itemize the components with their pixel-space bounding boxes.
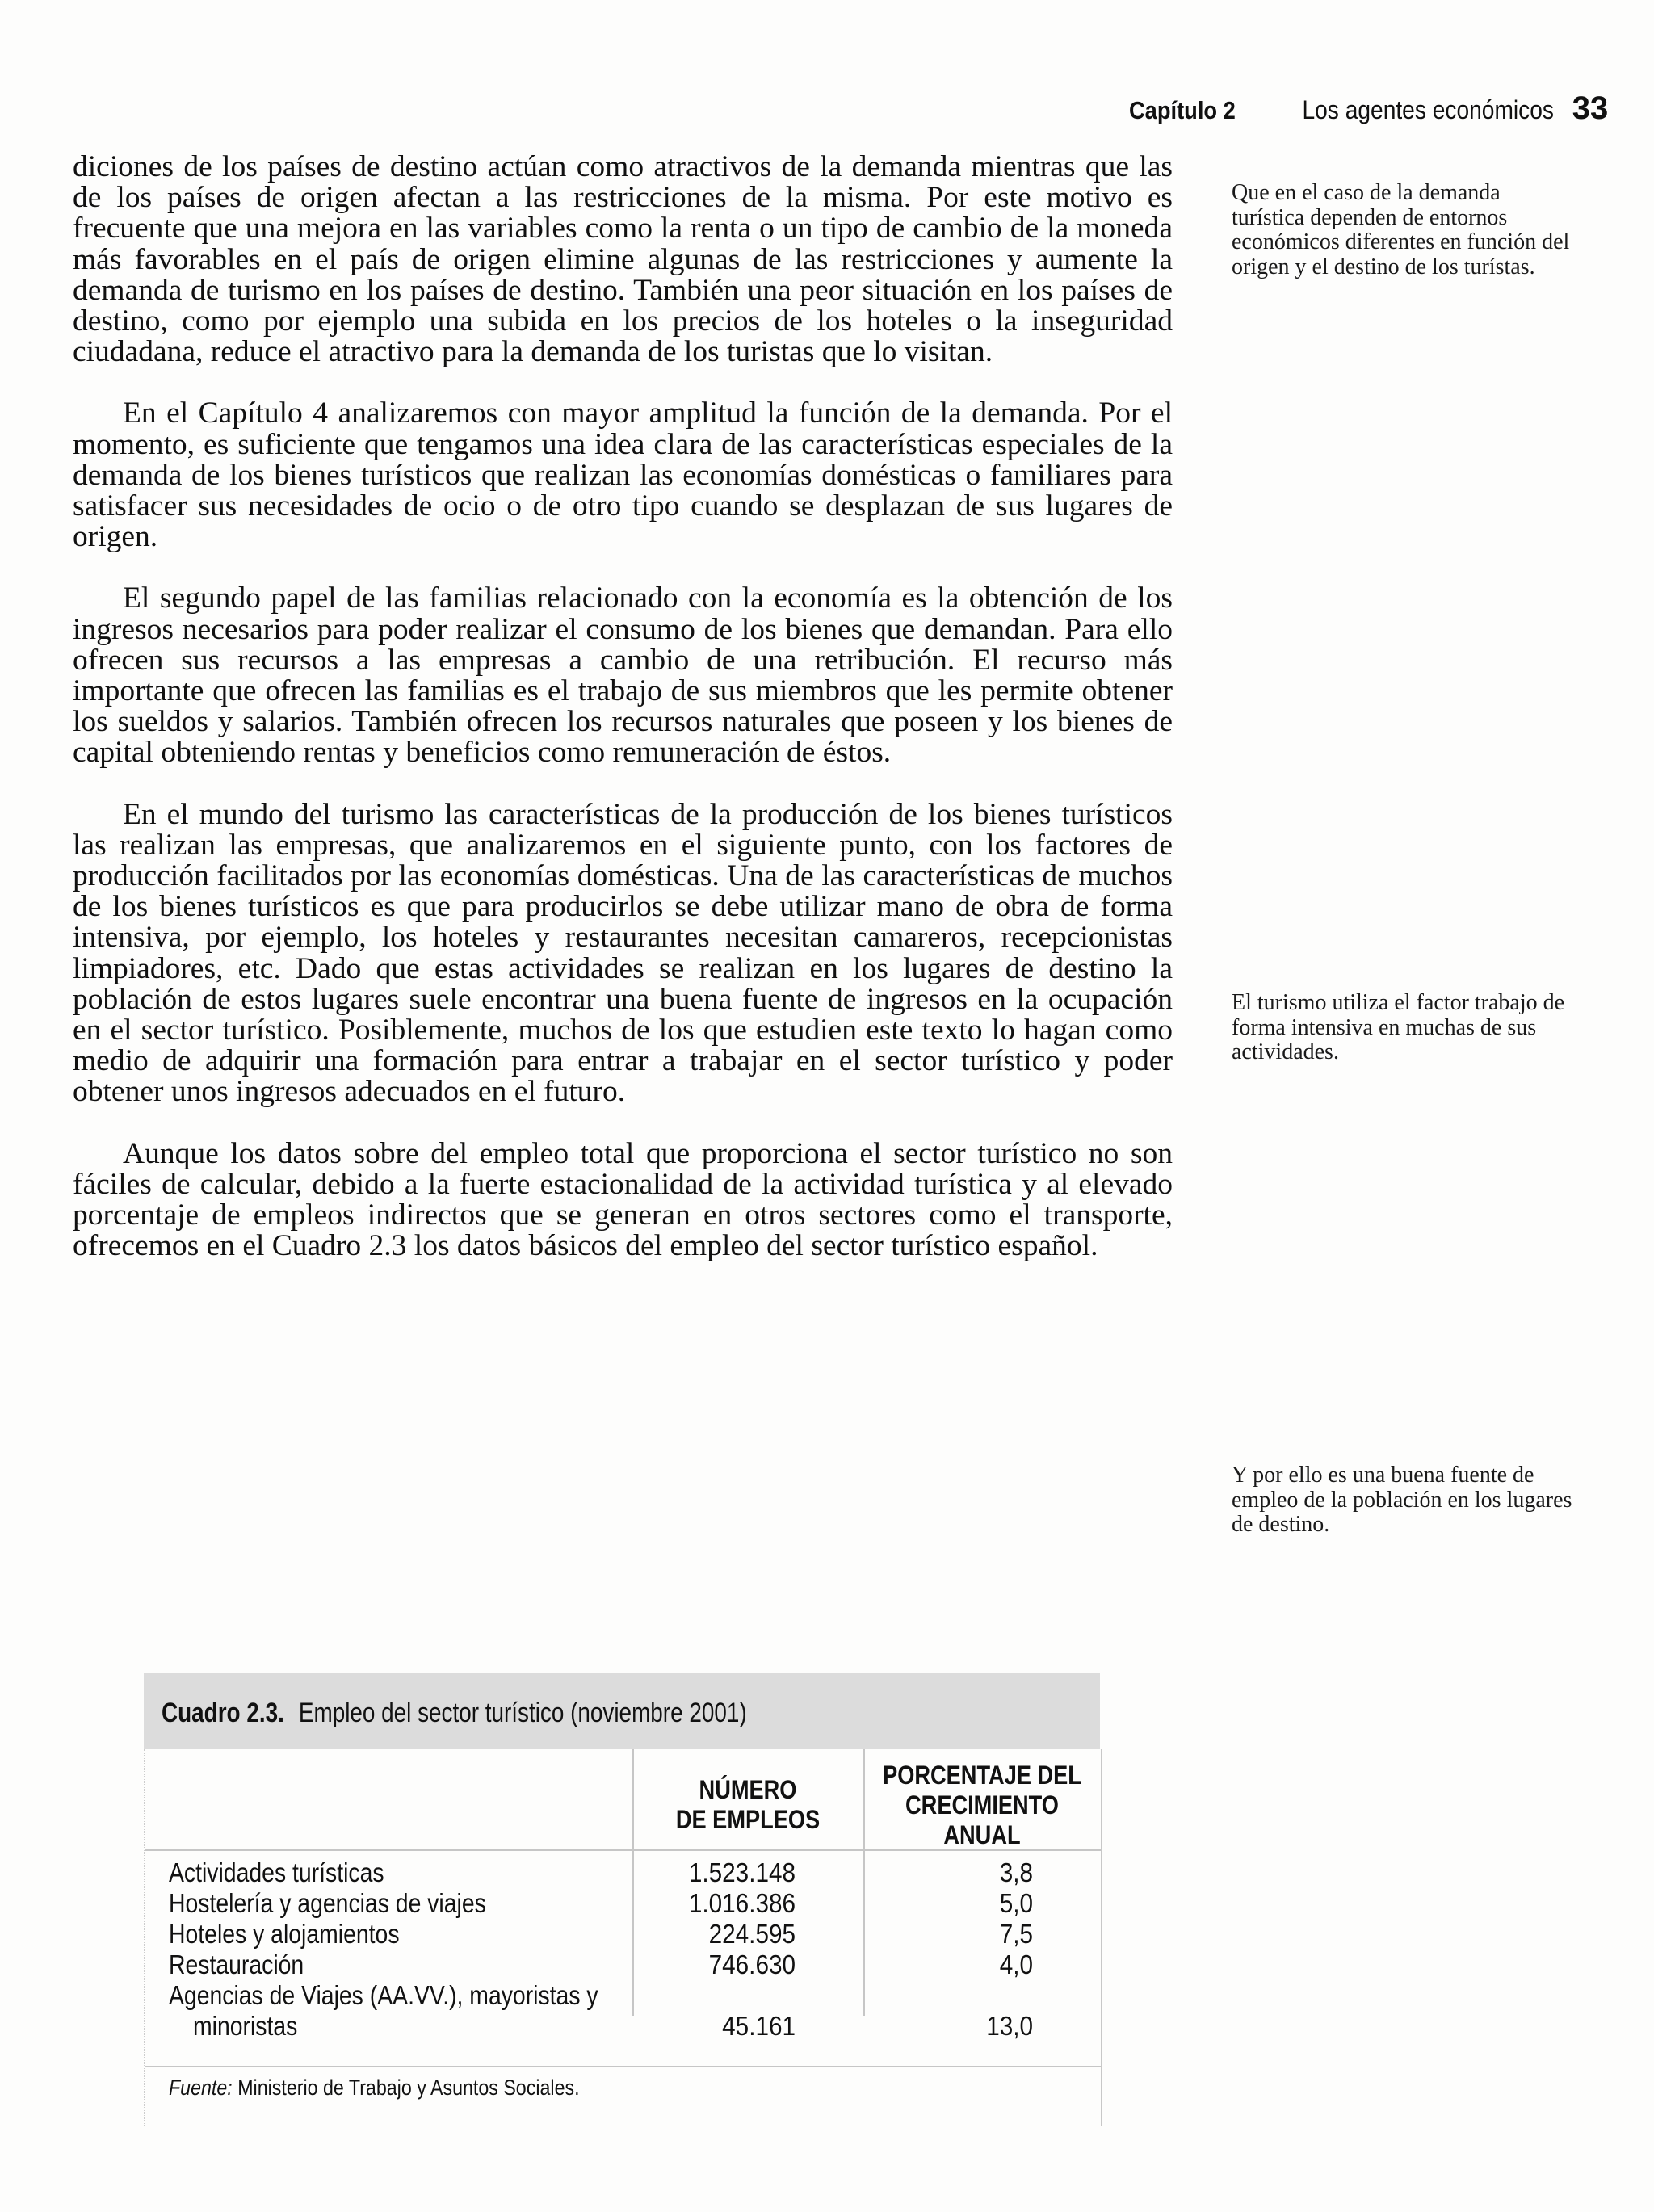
column-header-employees: NÚMERO DE EMPLEOS [675, 1775, 821, 1834]
row-growth: 3,8 [999, 1857, 1033, 1887]
row-label: Actividades turísticas [169, 1857, 384, 1887]
table-label: Cuadro 2.3. [162, 1698, 284, 1728]
row-employees: 746.630 [708, 1950, 796, 1979]
row-label: Hoteles y alojamientos [169, 1919, 400, 1949]
table-caption-bar [144, 1673, 1100, 1749]
column-divider [863, 1749, 865, 2016]
column-divider [632, 1749, 634, 2016]
table-caption [162, 1698, 747, 1729]
row-growth: 5,0 [999, 1888, 1033, 1918]
row-employees: 1.523.148 [688, 1857, 796, 1887]
row-growth: 7,5 [999, 1919, 1033, 1949]
row-label: Hostelería y agencias de viajes [169, 1888, 486, 1918]
footer-divider [145, 2066, 1101, 2067]
source-label: Fuente: [169, 2076, 233, 2100]
row-label: Restauración [169, 1950, 304, 1979]
margin-note: Y por ello es una buena fuente de empleo de la población en los lugares de destino. [1232, 1463, 1572, 1537]
row-employees: 224.595 [708, 1919, 796, 1949]
page-number: 33 [1572, 90, 1609, 126]
chapter-title: Los agentes económicos [1302, 95, 1555, 124]
source-text: Ministerio de Trabajo y Asuntos Sociales. [237, 2076, 580, 2100]
table-title: Empleo del sector turístico (noviembre 2001) [298, 1698, 747, 1728]
margin-note: Que en el caso de la demanda turística dependen de entornos económicos diferentes en función del origen y el destino de los turístas. [1232, 180, 1570, 279]
row-label: Agencias de Viajes (AA.VV.), mayoristas y [169, 1980, 598, 2010]
table-source [169, 2076, 580, 2101]
row-growth: 4,0 [999, 1950, 1033, 1979]
chapter-label: Capítulo 2 [1128, 96, 1236, 124]
data-table [144, 1673, 1100, 2126]
row-label-continued: minoristas [193, 2011, 298, 2041]
paragraph: Aunque los datos sobre del empleo total que proporciona el sector turístico no son fáciles de calcular, debido a la fuerte estacionalidad de la actividad turística y al elevado porcentaje de empleos indirectos que se generan en otros sectores como el transporte, ofrecemos en el Cuadro 2.3 los datos básicos del empleo del sector turístico español. [73, 1136, 1173, 1263]
row-employees: 1.016.386 [688, 1888, 796, 1918]
row-employees: 45.161 [722, 2011, 796, 2041]
running-head [1115, 90, 1609, 127]
paragraph: El segundo papel de las familias relacionado con la economía es la obtención de los ingresos necesarios para poder realizar el consumo de los bienes que demandan. Para ello ofrecen sus recursos a las empresas a cambio de una retribución. El recurso más importante que ofrecen las familias es el trabajo de sus miembros que les permite obtener los sueldos y salarios. También ofrecen los recursos naturales que poseen y los bienes de capital obteniendo rentas y beneficios como remuneración de éstos. [73, 581, 1173, 770]
paragraph: En el Capítulo 4 analizaremos con mayor amplitud la función de la demanda. Por el momento, es suficiente que tengamos una idea clara de las características especiales de la demanda de los bienes turísticos que realizan las economías domésticas o familiares para satisfacer sus necesidades de ocio o de otro tipo cuando se desplazan de sus lugares de origen. [73, 397, 1173, 554]
paragraph: En el mundo del turismo las características de la producción de los bienes turísticos las realizan las empresas, que analizaremos en el siguiente punto, con los factores de producción facilitados por las economías domésticas. Una de las características de muchos de los bienes turísticos es que para producirlos se debe utilizar mano de obra de forma intensiva, por ejemplo, los hoteles y restaurantes necesitan camareros, recepcionistas limpiadores, etc. Dado que estas actividades se realizan en los lugares de destino la población de estos lugares suele encontrar una buena fuente de ingresos en la ocupación en el sector turístico. Posiblemente, muchos de los que estudien este texto lo hagan como medio de adquirir una formación para entrar a trabajar en el sector turístico y poder obtener unos ingresos adecuados en el futuro. [73, 797, 1173, 1109]
table-body [144, 1749, 1102, 2126]
paragraph: diciones de los países de destino actúan como atractivos de la demanda mientras que las de los países de origen afectan a las restricciones de la misma. Por este motivo es frecuente que una mejora en las variables como la renta o un tipo de cambio de la moneda más favorables en el país de origen elimine algunas de las restricciones y aumente la demanda de turismo en los países de destino. También una peor situación en los países de destino, como por ejemplo una subida en los precios de los hoteles o la inseguridad ciudadana, reduce el atractivo para la demanda de los turistas que lo visitan. [73, 150, 1173, 369]
column-header-growth: PORCENTAJE DEL CRECIMIENTO ANUAL [883, 1761, 1081, 1849]
margin-note: El turismo utiliza el factor trabajo de forma intensiva en muchas de sus actividades. [1232, 990, 1565, 1064]
row-growth: 13,0 [986, 2011, 1033, 2041]
body-text [73, 152, 1173, 1262]
